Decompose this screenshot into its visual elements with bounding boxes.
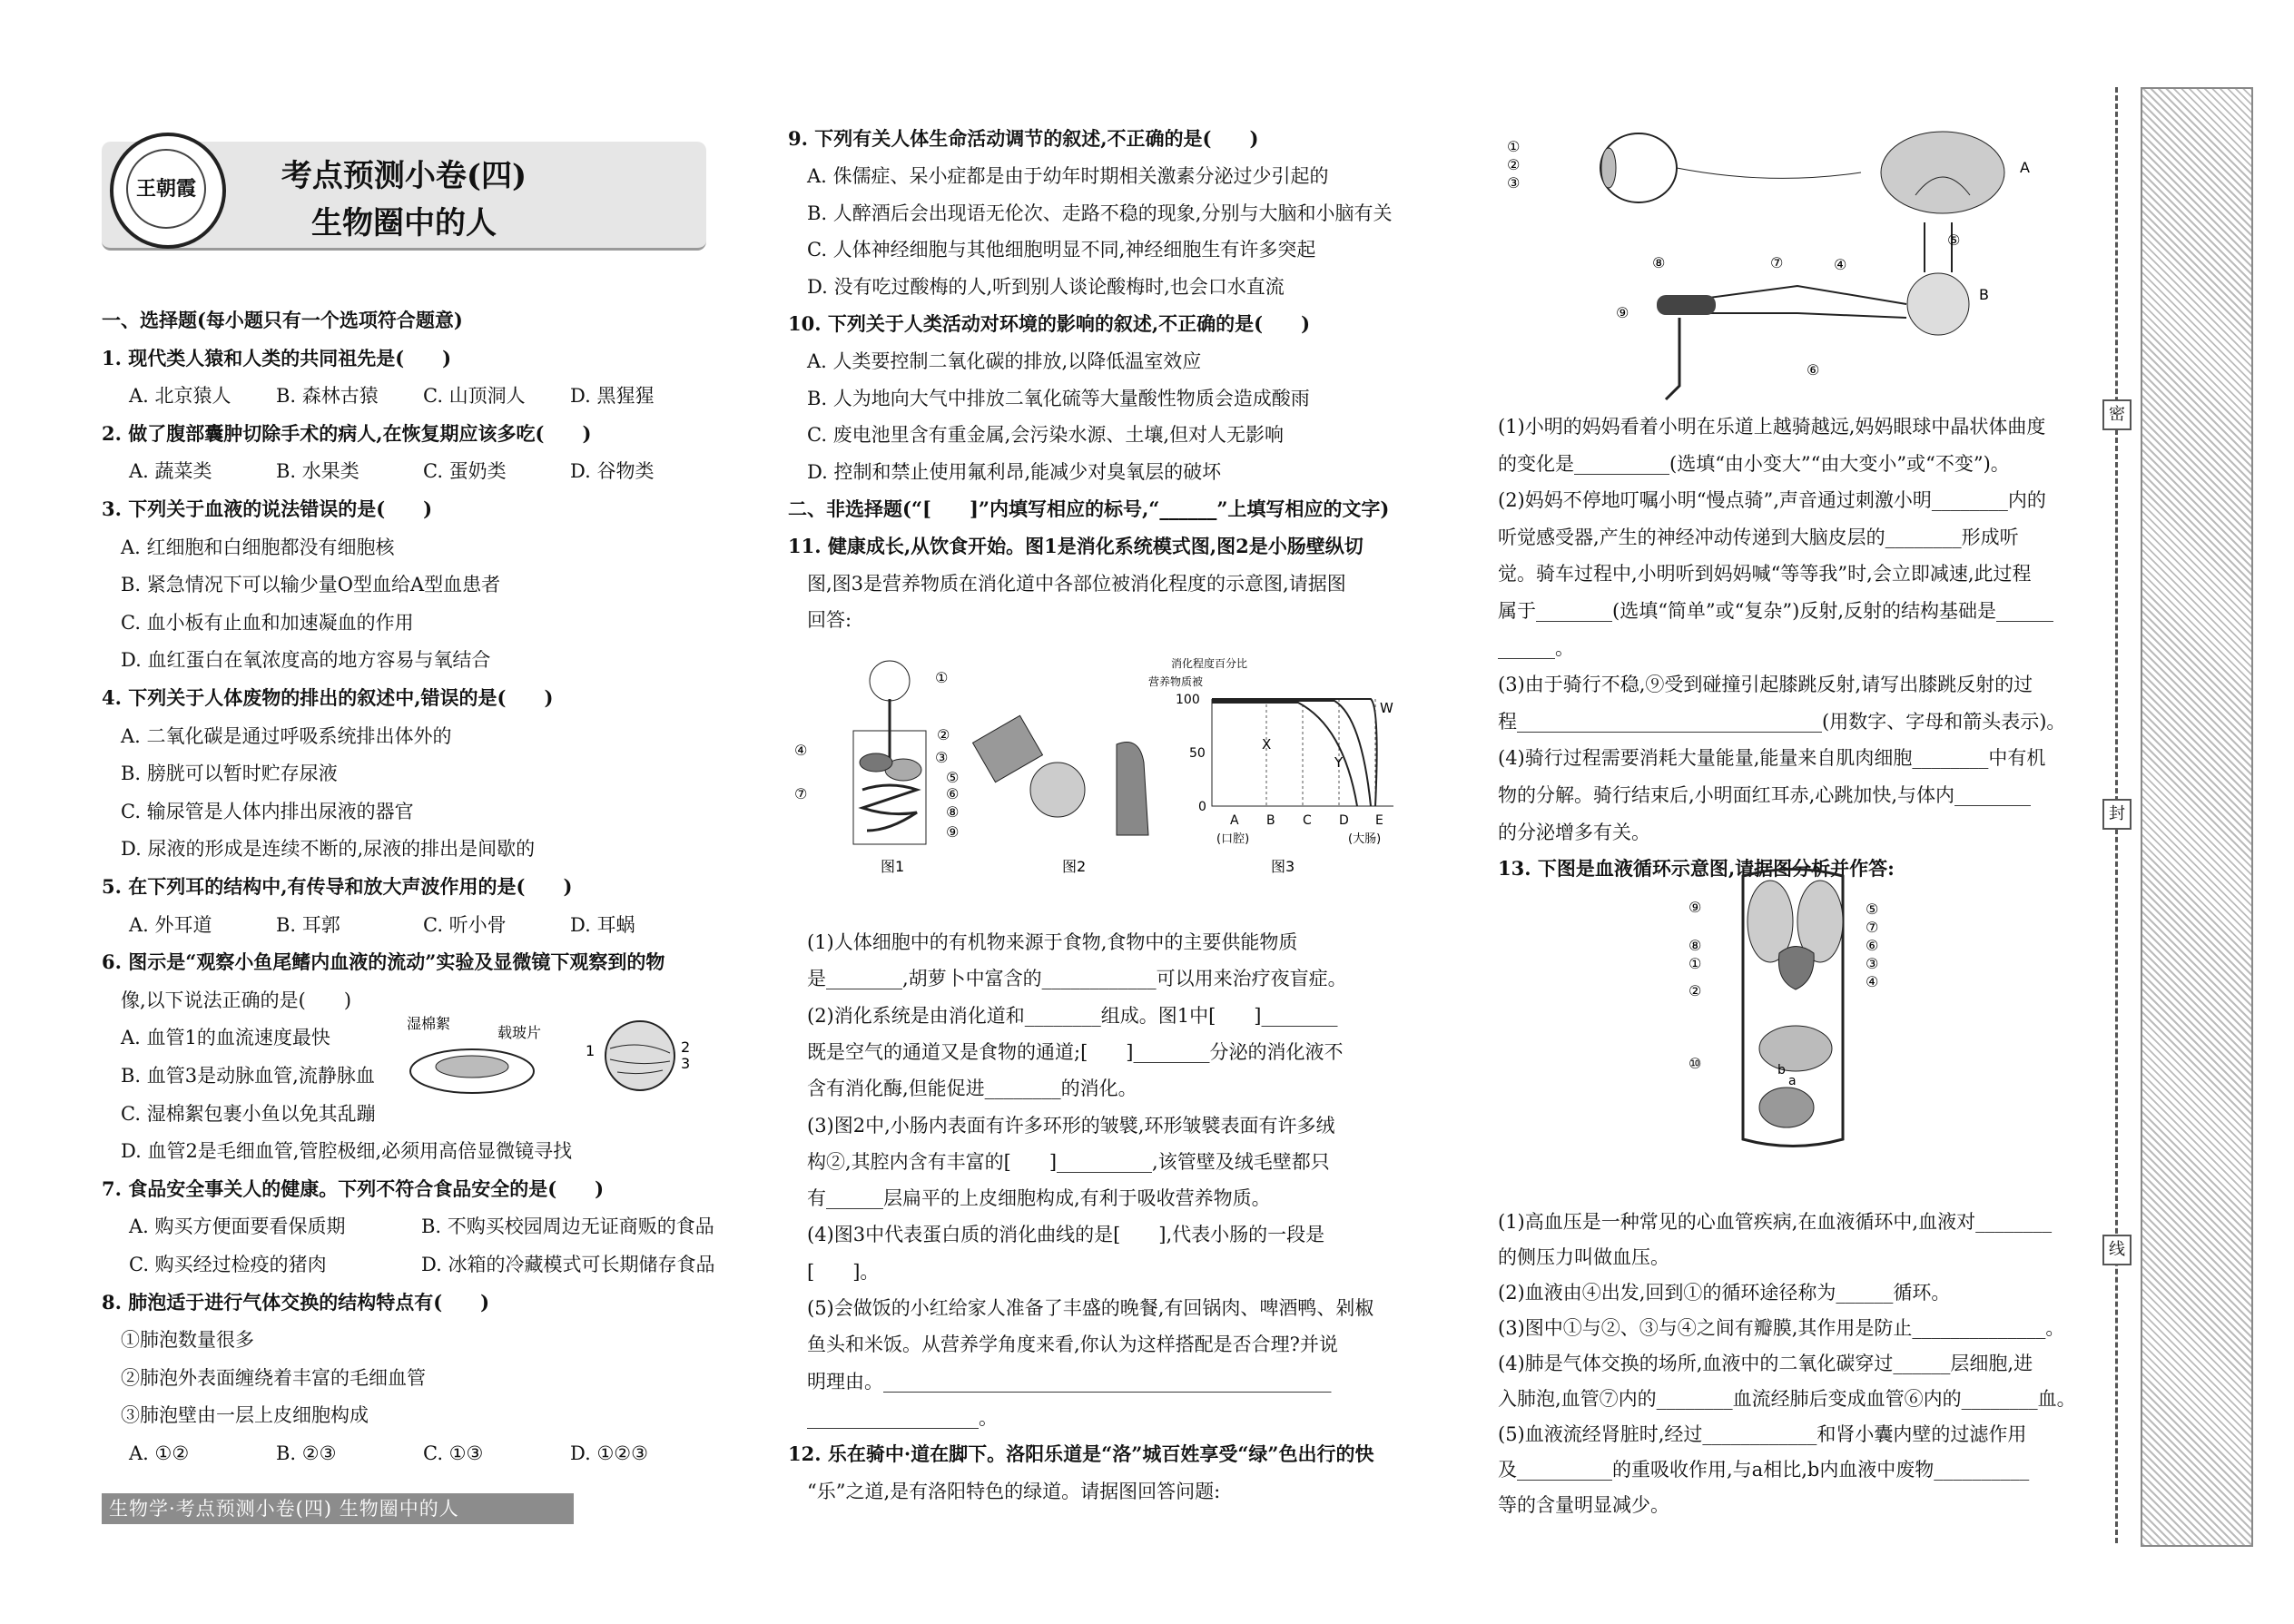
option: B. ②③ bbox=[276, 1442, 337, 1464]
question-stem: 2. 做了腹部囊肿切除手术的病人,在恢复期应该多吃( ) bbox=[102, 421, 592, 445]
text-line: ②肺泡外表面缠绕着丰富的毛细血管 bbox=[102, 1366, 426, 1389]
text-line: 构②,其腔内含有丰富的[ ]__________,该管壁及绒毛壁都只 bbox=[788, 1150, 1330, 1173]
fig13-num-6: ⑤ bbox=[1866, 901, 1879, 918]
text-line: 含有消化酶,但能促进________的消化。 bbox=[788, 1078, 1137, 1100]
text-line: (2)妈妈不停地叮嘱小明“慢点骑”,声音通过刺激小明________内的 bbox=[1498, 489, 2046, 512]
fig12-num-8: ⑧ bbox=[1652, 254, 1666, 271]
text-line: 物的分解。骑行结束后,小明面红耳赤,心跳加快,与体内________ bbox=[1498, 784, 2032, 806]
q6-num-2: 2 bbox=[681, 1038, 691, 1056]
option: B. 不购买校园周边无证商贩的食品 bbox=[421, 1216, 714, 1238]
fig13-num-2: ⑧ bbox=[1689, 937, 1702, 954]
fig13-num-1: ⑨ bbox=[1689, 899, 1702, 916]
label-b: b bbox=[1777, 1063, 1786, 1078]
y-axis-label-2: 消化程度百分比 bbox=[1171, 657, 1248, 670]
text-line: (3)图2中,小肠内表面有许多环形的皱襞,环形皱襞表面有许多绒 bbox=[788, 1114, 1335, 1137]
text-line: D. 控制和禁止使用氟利昂,能减少对臭氧层的破坏 bbox=[788, 461, 1222, 484]
fig12-num-5: ⑤ bbox=[1947, 231, 1961, 249]
question-stem: 11. 健康成长,从饮食开始。图1是消化系统模式图,图2是小肠壁纵切 bbox=[788, 534, 1364, 557]
curve-y bbox=[1212, 701, 1371, 806]
text-line: D. 没有吃过酸梅的人,听到别人谈论酸梅时,也会口水直流 bbox=[788, 276, 1285, 299]
option: A. 外耳道 bbox=[129, 913, 212, 936]
question-stem: 5. 在下列耳的结构中,有传导和放大声波作用的是( ) bbox=[102, 875, 573, 898]
question-stem: 6. 图示是“观察小鱼尾鳍内血液的流动”实验及显微镜下观察到的物 bbox=[102, 950, 665, 974]
text-line: 觉。骑车过程中,小明听到妈妈喊“等等我”时,会立即减速,此过程 bbox=[1498, 563, 2032, 586]
question-stem: 13. 下图是血液循环示意图,请据图分析并作答: bbox=[1498, 857, 1895, 881]
text-line: A. 血管1的血流速度最快 bbox=[102, 1027, 330, 1049]
label-a: a bbox=[1788, 1074, 1797, 1088]
fig3-caption: 图3 bbox=[1271, 858, 1295, 875]
text-line: 入肺泡,血管⑦内的________血流经肺后变成血管⑥内的________血。 bbox=[1498, 1388, 2076, 1410]
fig13-num-9: ③ bbox=[1866, 955, 1879, 972]
text-line: (2)消化系统是由消化道和________组成。图1中[ ]________ bbox=[788, 1004, 1338, 1027]
text-line: A. 侏儒症、呆小症都是由于幼年时期相关激素分泌过少引起的 bbox=[788, 164, 1329, 187]
option-row bbox=[129, 1253, 714, 1276]
x-right-note: (大肠) bbox=[1348, 832, 1382, 846]
option: A. 蔬菜类 bbox=[129, 460, 212, 483]
option: C. 购买经过检疫的猪肉 bbox=[129, 1254, 327, 1275]
x-tick-E: E bbox=[1375, 813, 1383, 828]
option-row bbox=[129, 459, 717, 483]
fig12-num-1: ① bbox=[1507, 138, 1521, 155]
text-line: 属于________(选填“简单”或“复杂”)反射,反射的结构基础是______ bbox=[1498, 600, 2054, 622]
text-line: (3)由于骑行不稳,⑨受到碰撞引起膝跳反射,请写出膝跳反射的过 bbox=[1498, 674, 2033, 696]
question-stem: 12. 乐在骑中·道在脚下。洛阳乐道是“洛”城百姓享受“绿”色出行的快 bbox=[788, 1442, 1374, 1466]
text-line: C. 废电池里含有重金属,会污染水源、土壤,但对人无影响 bbox=[788, 424, 1285, 447]
curve-label-y: Y bbox=[1334, 754, 1344, 771]
option: D. ①②③ bbox=[570, 1442, 648, 1464]
option-row bbox=[129, 1442, 717, 1465]
q6-num-1: 1 bbox=[586, 1042, 596, 1059]
fig1-num-5: ⑤ bbox=[946, 769, 960, 786]
fig13-num-8: ⑥ bbox=[1866, 937, 1879, 954]
text-line: (5)会做饭的小红给家人准备了丰盛的晚餐,有回锅肉、啤酒鸭、剁椒 bbox=[788, 1297, 1374, 1319]
text-line: C. 血小板有止血和加速凝血的作用 bbox=[102, 611, 414, 634]
text-line: 既是空气的通道又是食物的通道;[ ]________分泌的消化液不 bbox=[788, 1040, 1344, 1063]
fig1-num-1: ① bbox=[935, 669, 949, 686]
option: D. 黑猩猩 bbox=[570, 385, 655, 408]
spinal-cord bbox=[1907, 273, 1969, 335]
text-line: 像,以下说法正确的是( ) bbox=[102, 989, 352, 1011]
text-line: D. 尿液的形成是连续不断的,尿液的排出是间歇的 bbox=[102, 838, 536, 861]
fig13-num-4: ② bbox=[1689, 982, 1702, 999]
binding-strip bbox=[2141, 87, 2253, 1547]
text-line: 明理由。_______________________________________________ bbox=[788, 1370, 1332, 1393]
option: B. 耳郭 bbox=[276, 913, 340, 936]
q6-label-slide: 载玻片 bbox=[497, 1024, 542, 1041]
text-line: B. 血管3是动脉血管,流静脉血 bbox=[102, 1065, 375, 1087]
fig12-num-9: ⑨ bbox=[1616, 304, 1629, 321]
text-line: 回答: bbox=[788, 609, 852, 632]
text-line: 的侧压力叫做血压。 bbox=[1498, 1246, 1669, 1268]
q6-figure bbox=[399, 1012, 708, 1098]
digestion-chart bbox=[1148, 656, 1393, 846]
text-line: C. 湿棉絮包裹小鱼以免其乱蹦 bbox=[102, 1102, 376, 1125]
option: C. 山顶洞人 bbox=[423, 385, 526, 408]
fig13-num-5: ⑩ bbox=[1689, 1055, 1702, 1072]
q12-reflex-figure bbox=[1498, 132, 2030, 413]
text-line: 程________________________________(用数字、字母和箭头表示)。 bbox=[1498, 710, 2066, 733]
fig1-num-4: ④ bbox=[794, 742, 808, 759]
text-line: (1)高血压是一种常见的心血管疾病,在血液循环中,血液对________ bbox=[1498, 1211, 2053, 1233]
text-line: B. 人醉酒后会出现语无伦次、走路不稳的现象,分别与大脑和小脑有关 bbox=[788, 202, 1393, 224]
binding-mark-2: 封 bbox=[2102, 799, 2132, 830]
text-line: (4)骑行过程需要消耗大量能量,能量来自肌肉细胞________中有机 bbox=[1498, 747, 2046, 770]
text-line: D. 血管2是毛细血管,管腔极细,必须用高倍显微镜寻找 bbox=[102, 1140, 573, 1163]
q11-figures bbox=[790, 654, 1407, 876]
text-line: B. 紧急情况下可以输少量O型血给A型血患者 bbox=[102, 574, 501, 596]
fig1-num-3: ③ bbox=[935, 749, 949, 766]
x-left-note: (口腔) bbox=[1216, 832, 1250, 846]
question-stem: 1. 现代类人猿和人类的共同祖先是( ) bbox=[102, 346, 452, 369]
page-subtitle: 生物圈中的人 bbox=[311, 205, 497, 241]
text-line: [ ]。 bbox=[788, 1260, 880, 1283]
fig1-num-7: ⑦ bbox=[794, 785, 808, 802]
section-heading: 一、选择题(每小题只有一个选项符合题意) bbox=[102, 309, 463, 331]
fig1-caption: 图1 bbox=[881, 858, 905, 875]
text-line: (5)血液流经肾脏时,经过____________和肾小囊内壁的过滤作用 bbox=[1498, 1423, 2027, 1445]
fig12-num-6: ⑥ bbox=[1807, 361, 1820, 379]
option: B. 森林古猿 bbox=[276, 385, 379, 408]
fig12-num-2: ② bbox=[1507, 156, 1521, 173]
chart-axes bbox=[1212, 699, 1393, 806]
text-line: A. 二氧化碳是通过呼吸系统排出体外的 bbox=[102, 724, 452, 747]
text-line: (4)图3中代表蛋白质的消化曲线的是[ ],代表小肠的一段是 bbox=[788, 1224, 1325, 1246]
text-line: 图,图3是营养物质在消化道中各部位被消化程度的示意图,请据图 bbox=[788, 572, 1346, 595]
text-line: 等的含量明显减少。 bbox=[1498, 1494, 1669, 1516]
option: A. ①② bbox=[129, 1442, 190, 1464]
binding-mark-1: 密 bbox=[2102, 399, 2132, 430]
x-tick-A: A bbox=[1230, 813, 1239, 828]
fig13-num-10: ④ bbox=[1866, 973, 1879, 990]
fig1-num-2: ② bbox=[937, 726, 950, 743]
fig12-num-7: ⑦ bbox=[1770, 254, 1784, 271]
text-line: 的变化是__________(选填“由小变大”“由大变小”或“不变”)。 bbox=[1498, 452, 2010, 475]
text-line: A. 人类要控制二氧化碳的排放,以降低温室效应 bbox=[788, 349, 1202, 372]
question-stem: 9. 下列有关人体生命活动调节的叙述,不正确的是( ) bbox=[788, 127, 1259, 150]
text-line: “乐”之道,是有洛阳特色的绿道。请据图回答问题: bbox=[788, 1480, 1221, 1502]
text-line: ______。 bbox=[1498, 636, 1574, 659]
text-line: C. 人体神经细胞与其他细胞明显不同,神经细胞生有许多突起 bbox=[788, 239, 1316, 261]
fig2-caption: 图2 bbox=[1062, 858, 1087, 875]
option-row bbox=[129, 1215, 714, 1238]
y-axis-label-1: 营养物质被 bbox=[1148, 675, 1204, 688]
option: D. 耳蜗 bbox=[570, 913, 635, 936]
small-intestine-diagram bbox=[973, 715, 1148, 835]
text-line: 有______层扁平的上皮细胞构成,有利于吸收营养物质。 bbox=[788, 1187, 1271, 1210]
question-stem: 8. 肺泡适于进行气体交换的结构特点有( ) bbox=[102, 1290, 490, 1314]
y-tick-100: 100 bbox=[1176, 693, 1200, 707]
heart bbox=[1778, 947, 1814, 990]
text-line: 鱼头和米饭。从营养学角度来看,你认为这样搭配是否合理?并说 bbox=[788, 1334, 1338, 1356]
text-line: __________________。 bbox=[788, 1406, 998, 1429]
x-tick-B: B bbox=[1266, 813, 1275, 828]
page-title: 考点预测小卷(四) bbox=[281, 158, 527, 194]
question-stem: 4. 下列关于人体废物的排出的叙述中,错误的是( ) bbox=[102, 686, 554, 709]
logo-text: 王朝霞 bbox=[126, 149, 206, 229]
option: A. 北京猿人 bbox=[129, 385, 231, 408]
question-stem: 3. 下列关于血液的说法错误的是( ) bbox=[102, 497, 433, 520]
text-line: A. 红细胞和白细胞都没有细胞核 bbox=[102, 536, 395, 558]
fig12-num-3: ③ bbox=[1507, 174, 1521, 192]
option: A. 购买方便面要看保质期 bbox=[129, 1216, 346, 1238]
fig1-num-8: ⑧ bbox=[946, 803, 960, 821]
option-row bbox=[129, 384, 717, 408]
option: D. 冰箱的冷藏模式可长期储存食品 bbox=[421, 1254, 715, 1275]
fig1-num-9: ⑨ bbox=[946, 823, 960, 841]
question-stem: 10. 下列关于人类活动对环境的影响的叙述,不正确的是( ) bbox=[788, 312, 1311, 335]
binding-mark-3: 线 bbox=[2102, 1235, 2132, 1265]
option: C. 蛋奶类 bbox=[423, 460, 507, 483]
q6-num-3: 3 bbox=[681, 1055, 691, 1072]
text-line: B. 膀胱可以暂时贮存尿液 bbox=[102, 763, 338, 785]
y-tick-50: 50 bbox=[1189, 746, 1206, 761]
text-line: 的分泌增多有关。 bbox=[1498, 821, 1650, 843]
fig13-num-7: ⑦ bbox=[1866, 919, 1879, 936]
brand-logo bbox=[110, 133, 226, 249]
text-line: B. 人为地向大气中排放二氧化硫等大量酸性物质会造成酸雨 bbox=[788, 387, 1310, 409]
y-tick-0: 0 bbox=[1198, 800, 1206, 814]
label-B: B bbox=[1979, 286, 1989, 303]
x-tick-D: D bbox=[1339, 813, 1349, 828]
curve-x bbox=[1212, 699, 1377, 806]
digestive-system-diagram bbox=[853, 661, 926, 844]
x-tick-C: C bbox=[1303, 813, 1312, 828]
q6-label-cotton: 湿棉絮 bbox=[407, 1015, 451, 1032]
brain bbox=[1881, 132, 2004, 213]
curve-label-w: W bbox=[1380, 700, 1393, 716]
microscope-view bbox=[605, 1021, 674, 1090]
question-stem: 7. 食品安全事关人的健康。下列不符合食品安全的是( ) bbox=[102, 1176, 605, 1200]
curve-label-x: X bbox=[1262, 736, 1272, 753]
option: B. 水果类 bbox=[276, 460, 359, 483]
text-line: 听觉感受器,产生的神经冲动传递到大脑皮层的________形成听 bbox=[1498, 526, 2019, 548]
text-line: 及__________的重吸收作用,与a相比,b内血液中废物__________ bbox=[1498, 1459, 2030, 1481]
text-line: (1)小明的妈妈看着小明在乐道上越骑越远,妈妈眼球中晶状体曲度 bbox=[1498, 416, 2046, 438]
fig13-num-3: ① bbox=[1689, 955, 1702, 972]
fish-shape bbox=[436, 1056, 508, 1078]
fig1-num-6: ⑥ bbox=[946, 785, 960, 802]
text-line: ③肺泡壁由一层上皮细胞构成 bbox=[102, 1404, 369, 1427]
text-line: (4)肺是气体交换的场所,血液中的二氧化碳穿过______层细胞,进 bbox=[1498, 1353, 2033, 1374]
fig12-num-4: ④ bbox=[1834, 256, 1847, 273]
section-heading: 二、非选择题(“[ ]”内填写相应的标号,“______”上填写相应的文字) bbox=[788, 497, 1390, 520]
text-line: ①肺泡数量很多 bbox=[102, 1329, 254, 1352]
option: C. 听小骨 bbox=[423, 913, 507, 936]
text-line: 是________,胡萝卜中富含的____________可以用来治疗夜盲症。 bbox=[788, 968, 1347, 990]
q13-circulation-figure bbox=[1679, 867, 1906, 1157]
text-line: C. 输尿管是人体内排出尿液的器官 bbox=[102, 800, 414, 822]
text-line: (1)人体细胞中的有机物来源于食物,食物中的主要供能物质 bbox=[788, 931, 1298, 953]
option: C. ①③ bbox=[423, 1442, 484, 1464]
option-row bbox=[129, 913, 717, 937]
text-line: (3)图中①与②、③与④之间有瓣膜,其作用是防止______________。 bbox=[1498, 1317, 2065, 1339]
text-line: (2)血液由④出发,回到①的循环途径称为______循环。 bbox=[1498, 1282, 1951, 1304]
label-A: A bbox=[2020, 159, 2030, 176]
page-footer: 生物学·考点预测小卷(四) 生物圈中的人 bbox=[102, 1493, 574, 1524]
text-line: D. 血红蛋白在氧浓度高的地方容易与氧结合 bbox=[102, 649, 491, 672]
option: D. 谷物类 bbox=[570, 460, 655, 483]
